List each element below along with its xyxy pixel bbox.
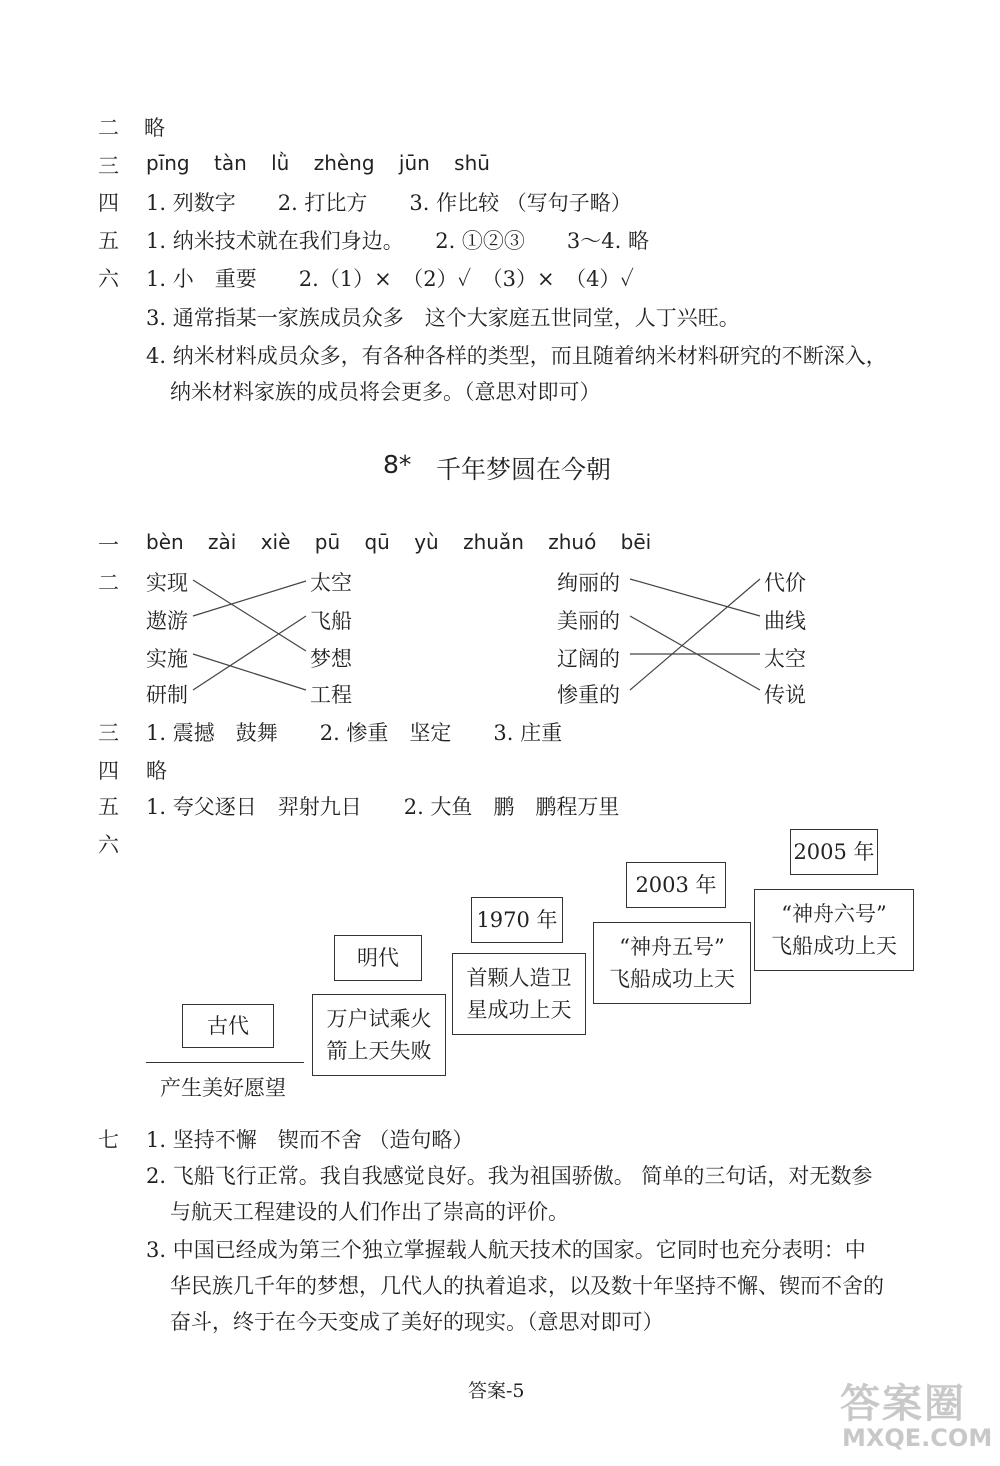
match-right-a-3: 工程 <box>310 683 352 707</box>
match-left-a-1: 遨游 <box>146 609 188 633</box>
sec8-san-num: 三 <box>98 721 119 745</box>
sec7-si-text: 1. 列数字 2. 打比方 3. 作比较 （写句子略） <box>146 191 632 215</box>
match-right-a-2: 梦想 <box>310 647 352 671</box>
timeline-event-ming: 万户试乘火 箭上天失败 <box>312 994 446 1076</box>
sec8-qi-l4: 3. 中国已经成为第三个独立掌握载人航天技术的国家。它同时也充分表明：中 <box>146 1238 866 1262</box>
sec8-qi-l2: 2. 飞船飞行正常。我自我感觉良好。我为祖国骄傲。 简单的三句话，对无数参 <box>146 1164 873 1188</box>
lesson-number: 8* <box>383 450 412 479</box>
timeline-era-2003: 2003 年 <box>626 862 726 908</box>
sec7-liu-line4: 纳米材料家族的成员将会更多。（意思对即可） <box>170 380 601 404</box>
sec7-san-pinyin: pīng tàn lǜ zhèng jūn shū <box>146 151 490 175</box>
match-left-b-0: 绚丽的 <box>557 571 620 595</box>
sec7-er-text: 略 <box>144 116 165 140</box>
timeline-step-line <box>146 1062 304 1063</box>
timeline-era-ancient: 古代 <box>182 1004 274 1048</box>
sec8-qi-l6: 奋斗，终于在今天变成了美好的现实。（意思对即可） <box>170 1310 664 1334</box>
match-right-b-3: 传说 <box>764 683 806 707</box>
match-left-b-3: 惨重的 <box>557 683 620 707</box>
sec8-qi-l3: 与航天工程建设的人们作出了崇高的评价。 <box>170 1200 569 1224</box>
sec8-qi-l1: 1. 坚持不懈 锲而不舍 （造句略） <box>146 1128 474 1152</box>
sec8-liu-num: 六 <box>98 833 119 857</box>
sec8-si-num: 四 <box>98 759 119 783</box>
sec7-liu-line2: 3. 通常指某一家族成员众多 这个大家庭五世同堂，人丁兴旺。 <box>146 306 740 330</box>
match-right-a-0: 太空 <box>310 571 352 595</box>
lesson-title: 千年梦圆在今朝 <box>436 455 612 484</box>
sec7-er-num: 二 <box>98 116 119 140</box>
sec8-er-num: 二 <box>98 571 119 595</box>
sec7-wu-text: 1. 纳米技术就在我们身边。 2. ①②③ 3～4. 略 <box>146 229 649 253</box>
sec8-qi-l5: 华民族几千年的梦想，几代人的执着追求，以及数十年坚持不懈、锲而不舍的 <box>170 1274 884 1298</box>
sec7-si-num: 四 <box>98 191 119 215</box>
sec7-liu-line1: 1. 小 重要 2.（1）× （2）✓ （3）× （4）✓ <box>146 267 634 291</box>
sec8-si-text: 略 <box>146 759 167 783</box>
match-left-b-1: 美丽的 <box>557 609 620 633</box>
match-right-b-1: 曲线 <box>764 609 806 633</box>
sec8-wu-text: 1. 夸父逐日 羿射九日 2. 大鱼 鹏 鹏程万里 <box>146 795 620 819</box>
match-right-b-0: 代价 <box>764 571 806 595</box>
match-left-a-2: 实施 <box>146 647 188 671</box>
sec8-qi-num: 七 <box>98 1128 119 1152</box>
sec8-yi-num: 一 <box>98 533 119 557</box>
match-left-b-2: 辽阔的 <box>557 647 620 671</box>
timeline-event-1970: 首颗人造卫 星成功上天 <box>452 953 586 1035</box>
match-right-a-1: 飞船 <box>310 609 352 633</box>
timeline-event-ancient: 产生美好愿望 <box>160 1076 286 1100</box>
timeline-event-2003: “神舟五号” 飞船成功上天 <box>593 922 751 1004</box>
sec8-san-text: 1. 震撼 鼓舞 2. 惨重 坚定 3. 庄重 <box>146 721 563 745</box>
sec7-san-num: 三 <box>98 154 119 178</box>
sec8-wu-num: 五 <box>98 795 119 819</box>
match-left-a-3: 研制 <box>146 683 188 707</box>
match-right-b-2: 太空 <box>764 647 806 671</box>
match-left-a-0: 实现 <box>146 571 188 595</box>
watermark-url: MXQE.COM <box>842 1424 993 1452</box>
watermark-logo: 答案圈 <box>840 1381 966 1427</box>
sec7-liu-line3: 4. 纳米材料成员众多，有各种各样的类型，而且随着纳米材料研究的不断深入， <box>146 344 887 368</box>
timeline-era-1970: 1970 年 <box>471 897 563 943</box>
sec7-wu-num: 五 <box>98 229 119 253</box>
sec8-yi-pinyin: bèn zài xiè pū qū yù zhuǎn zhuó bēi <box>146 530 652 554</box>
sec7-liu-num: 六 <box>98 267 119 291</box>
page-number: 答案-5 <box>468 1380 525 1402</box>
timeline-era-2005: 2005 年 <box>790 829 878 875</box>
timeline-era-ming: 明代 <box>334 935 422 981</box>
timeline-event-2005: “神舟六号” 飞船成功上天 <box>754 889 914 971</box>
